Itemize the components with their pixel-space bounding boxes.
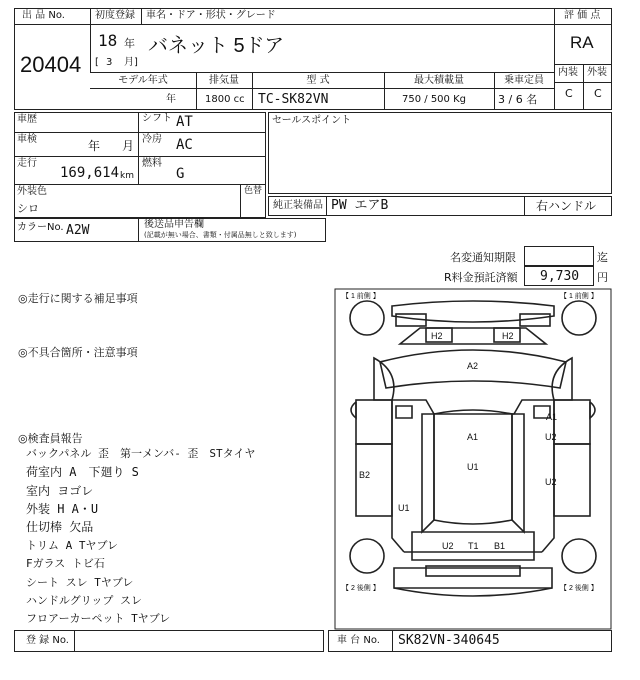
spec-header-capacity: 乗車定員	[504, 75, 544, 86]
damage-mark-a2-hood: A2	[467, 361, 479, 371]
car-name: バネット 5ドア	[148, 35, 285, 57]
max-load: 750 / 500 Kg	[402, 94, 466, 105]
inspector-report-label: ◎検査員報告	[18, 432, 83, 445]
month-open-bracket: [	[95, 57, 99, 68]
inspection-year-unit: 年	[88, 139, 101, 153]
details-block	[14, 112, 266, 218]
mileage-label: 走行	[17, 158, 37, 169]
damage-mark-u2-rear: U2	[442, 541, 454, 551]
registration-month-unit: 月]	[124, 57, 138, 68]
mileage-unit: km	[120, 171, 134, 181]
color-number-value: A2W	[66, 223, 90, 238]
defects-notes-label: ◎不具合箇所・注意事項	[18, 346, 138, 359]
registration-number-label: 登 録 No.	[26, 635, 69, 646]
damage-mark-b1-rear: B1	[494, 541, 506, 551]
shift-value: AT	[176, 114, 193, 130]
mileage-value: 169,614	[60, 165, 120, 181]
ac-label: 冷房	[142, 134, 162, 145]
damage-mark-u1-left: U1	[398, 503, 410, 513]
interior-grade-label: 内装	[558, 67, 578, 78]
rear-tag-left: 【 2 後側 】	[342, 585, 380, 592]
inspector-line: シート スレ Tヤブレ	[26, 576, 134, 589]
inspector-line: 外装 H A・U	[26, 502, 99, 516]
inspector-line: ハンドルグリップ スレ	[26, 594, 142, 607]
name-change-deadline-label: 名変通知期限	[450, 251, 516, 264]
registration-month: 3	[106, 57, 113, 68]
exterior-color-value: シロ	[17, 202, 39, 215]
spec-header-model-year: モデル年式	[118, 75, 168, 86]
damage-mark-h2-left: H2	[431, 331, 443, 341]
inspector-line: 室内 ヨゴレ	[26, 484, 94, 498]
front-tag-right: 【 1 前側 】	[560, 293, 598, 300]
equipment-label: 純正装備品	[273, 200, 323, 211]
spec-header-max-load: 最大積載量	[414, 75, 464, 86]
color-change-label: 色替	[244, 186, 263, 196]
lot-number: 20404	[20, 52, 82, 77]
ac-value: AC	[176, 137, 193, 153]
damage-mark-h2-right: H2	[502, 331, 514, 341]
score-label: 評 価 点	[564, 10, 601, 21]
inspector-line: Fガラス トビ石	[26, 557, 105, 570]
vehicle-damage-diagram	[334, 288, 612, 630]
inspector-line: 荷室内 A 下廻り S	[26, 465, 139, 479]
damage-mark-u2-right-lower: U2	[545, 477, 557, 487]
exterior-grade: C	[594, 87, 602, 100]
steering-position: 右ハンドル	[536, 199, 597, 213]
chassis-number: SK82VN-340645	[398, 633, 500, 648]
inspection-label: 車検	[17, 134, 37, 145]
model-code: TC-SK82VN	[258, 92, 329, 107]
recycle-fee-unit: 円	[597, 271, 608, 284]
front-tag-left: 【 1 前側 】	[342, 293, 380, 300]
selling-points-label: セールスポイント	[272, 115, 352, 126]
after-sale-note: (記載が無い場合、書類・付属品無しと致します)	[144, 231, 297, 239]
driving-notes-label: ◎走行に関する補足事項	[18, 292, 138, 305]
damage-mark-a1-right-door: A1	[546, 412, 558, 422]
after-sale-label: 後送品申告欄	[144, 219, 204, 230]
spec-header-displacement: 排気量	[209, 75, 239, 86]
damage-mark-a1-roof: A1	[467, 432, 479, 442]
registration-year: 18	[98, 31, 118, 50]
damage-mark-b2-left: B2	[359, 470, 371, 480]
exterior-color-label: 外装色	[17, 186, 47, 197]
recycle-fee-value: 9,730	[540, 269, 580, 284]
spec-header-model-code: 型 式	[306, 75, 330, 86]
interior-grade: C	[565, 87, 573, 100]
first-registration-label: 初度登録	[95, 10, 135, 21]
inspector-line: バックパネル 歪 第一メンバ- 歪 STタイヤ	[26, 447, 256, 460]
fuel-value: G	[176, 166, 185, 182]
car-name-label: 車名・ドア・形状・グレード	[146, 10, 276, 21]
registration-year-unit: 年	[124, 37, 135, 50]
color-number-label: カラーNo.	[17, 222, 64, 233]
inspector-line: 仕切棒 欠品	[26, 520, 94, 534]
chassis-number-label: 車 台 No.	[337, 635, 380, 646]
recycle-fee-label: R料金預託済額	[444, 271, 518, 284]
inspection-month-unit: 月	[122, 139, 135, 153]
shift-label: シフト	[142, 113, 172, 124]
name-change-deadline-box	[524, 246, 594, 266]
inspector-line: フロアーカーペット Tヤブレ	[26, 612, 171, 625]
displacement: 1800 cc	[205, 94, 245, 105]
model-year-unit: 年	[166, 94, 176, 105]
exterior-grade-label: 外装	[587, 67, 607, 78]
history-label: 車歴	[17, 114, 37, 125]
damage-mark-t1-rear: T1	[468, 541, 479, 551]
fuel-label: 燃料	[142, 158, 162, 169]
damage-mark-u1-roof: U1	[467, 462, 479, 472]
passenger-capacity: 3 / 6 名	[498, 93, 538, 106]
name-change-deadline-suffix: 迄	[597, 251, 608, 264]
lot-number-label: 出 品 No.	[22, 10, 65, 21]
damage-mark-u2-right-upper: U2	[545, 432, 557, 442]
inspector-line: トリム A Tヤブレ	[26, 539, 119, 552]
overall-score: RA	[570, 33, 594, 52]
equipment-value: PW エアB	[331, 198, 389, 213]
rear-tag-right: 【 2 後側 】	[560, 585, 598, 592]
